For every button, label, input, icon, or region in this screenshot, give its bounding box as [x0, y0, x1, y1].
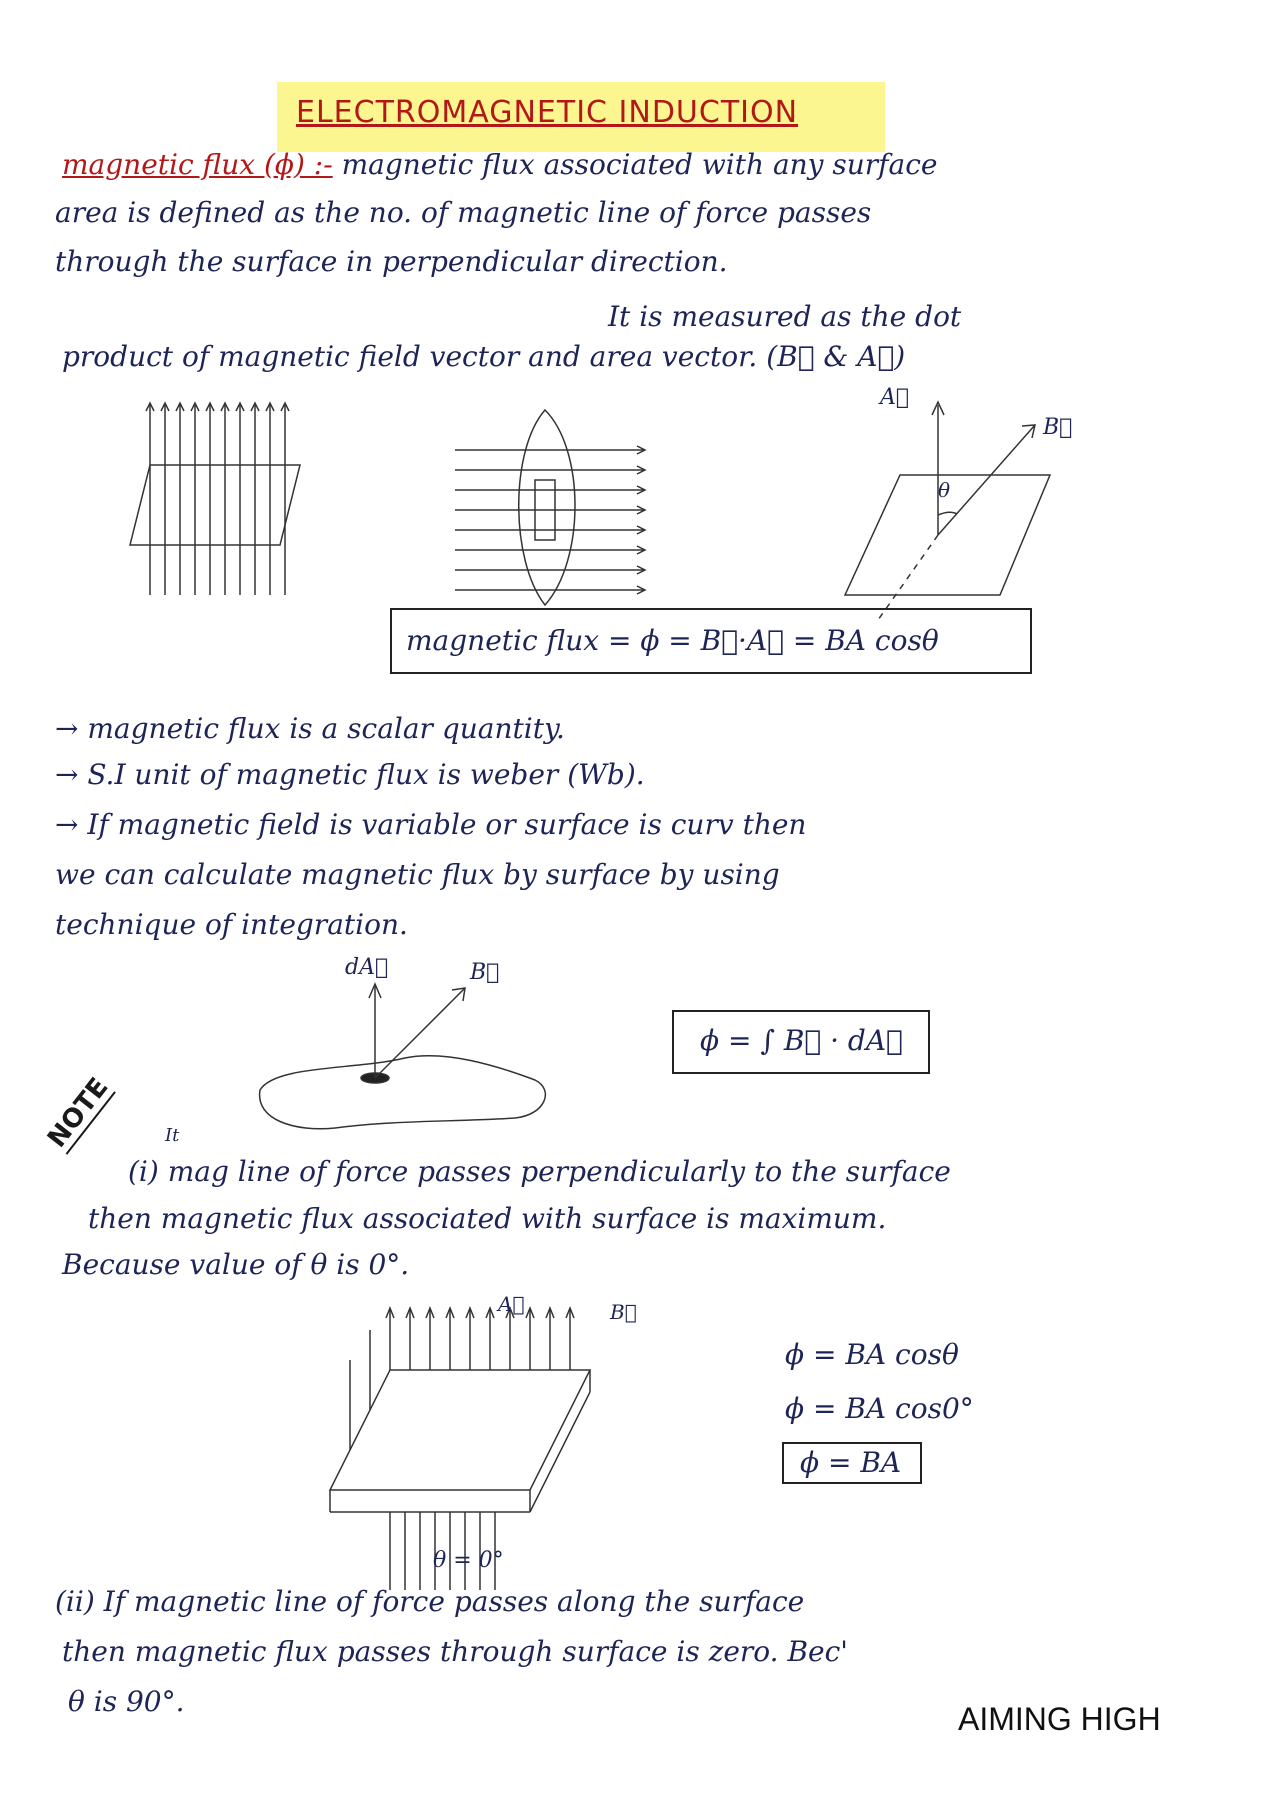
note2-line-2: then magnetic flux passes through surface is zero. Bec' [62, 1635, 848, 1668]
fig2-label-dA: dA⃗ [345, 955, 389, 980]
note-line-2: then magnetic flux associated with surface is maximum. [88, 1202, 887, 1235]
definition-line-1: magnetic flux associated with any surface [341, 148, 938, 181]
note-line-3: Because value of θ is 0°. [62, 1248, 410, 1281]
figure-flux-horizontal [455, 410, 675, 610]
brand-watermark: AIMING HIGH [958, 1701, 1161, 1737]
fig1-label-theta: θ [938, 478, 951, 502]
fig2-label-B: B⃗ [470, 960, 500, 985]
note-label: NOTE [42, 1072, 115, 1154]
figure-flux-vertical [130, 395, 330, 595]
fig1-label-A: A⃗ [880, 385, 910, 410]
definition-line-5: product of magnetic field vector and area vector. (B⃗ & A⃗) [62, 340, 906, 373]
definition-line-2: area is defined as the no. of magnetic line of force passes [55, 196, 872, 229]
fig1-label-B: B⃗ [1043, 415, 1073, 440]
fig3-label-theta: θ = 0° [433, 1548, 504, 1573]
page-title: ELECTROMAGNETIC INDUCTION [296, 95, 799, 130]
point-1: → magnetic flux is a scalar quantity. [55, 712, 565, 745]
equation-2: ϕ = BA cos0° [785, 1392, 974, 1425]
point-5: technique of integration. [55, 908, 408, 941]
note-it: It [165, 1125, 180, 1146]
definition-term: magnetic flux (ϕ) :- [62, 148, 333, 181]
note2-line-1: (ii) If magnetic line of force passes along the surface [55, 1585, 805, 1618]
integral-formula: ϕ = ∫ B⃗ · dA⃗ [700, 1024, 903, 1057]
fig3-label-A: A⃗ [498, 1292, 525, 1316]
fig3-label-B: B⃗ [610, 1300, 637, 1324]
definition-line-4: It is measured as the dot [608, 300, 962, 333]
point-3: → If magnetic field is variable or surface is curv then [55, 808, 807, 841]
definition-line-3: through the surface in perpendicular direction. [55, 245, 728, 278]
definition-block [62, 148, 937, 181]
equation-3: ϕ = BA [800, 1446, 902, 1479]
main-formula: magnetic flux = ϕ = B⃗·A⃗ = BA cosθ [406, 624, 939, 657]
figure-curved-surface [245, 970, 565, 1140]
point-4: we can calculate magnetic flux by surface by using [55, 858, 780, 891]
note-line-1: (i) mag line of force passes perpendicularly to the surface [128, 1155, 951, 1188]
point-2: → S.I unit of magnetic flux is weber (Wb). [55, 758, 645, 791]
note2-line-3: θ is 90°. [68, 1685, 185, 1718]
equation-1: ϕ = BA cosθ [785, 1338, 959, 1371]
